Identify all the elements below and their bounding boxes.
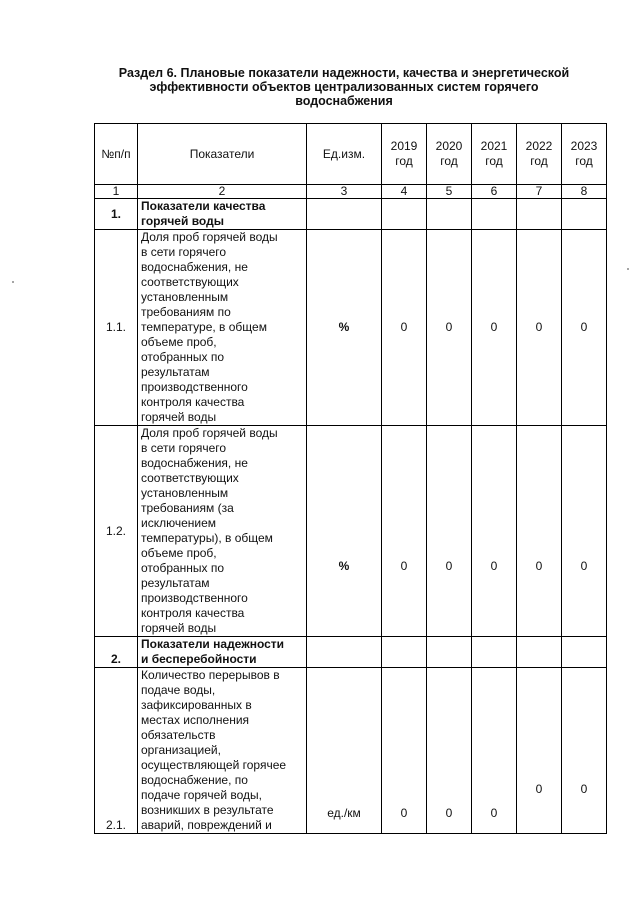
table-row <box>95 426 607 637</box>
description-line: водоснабжения, не <box>141 260 248 274</box>
row-description <box>138 668 307 834</box>
row-unit: ед./км <box>307 668 382 834</box>
description-line: водоснабжение, по <box>141 773 248 787</box>
description-line: Доля проб горячей воды <box>141 426 278 440</box>
section-title-cell <box>138 637 307 668</box>
section-row <box>95 199 607 230</box>
description-line: организацией, <box>141 743 221 757</box>
row-unit: % <box>307 230 382 426</box>
description-line: возникших в результате <box>141 803 274 817</box>
column-number-row <box>95 185 607 199</box>
row-number: 1.2. <box>95 426 138 637</box>
empty-cell <box>307 637 382 668</box>
column-number: 2 <box>138 185 307 199</box>
empty-cell <box>382 637 427 668</box>
description-line: отобранных по <box>141 561 225 575</box>
section-row <box>95 637 607 668</box>
section-title <box>80 66 608 108</box>
header-indicator: Показатели <box>138 124 307 185</box>
empty-cell <box>427 637 472 668</box>
header-year-2023-label: год <box>575 154 593 168</box>
value-2023: 0 <box>562 668 607 834</box>
value-2021: 0 <box>472 668 517 834</box>
header-year-2019 <box>382 124 427 185</box>
description-line: местах исполнения <box>141 713 250 727</box>
scan-speck <box>12 281 14 283</box>
value-2021: 0 <box>472 230 517 426</box>
column-number: 7 <box>517 185 562 199</box>
empty-cell <box>517 637 562 668</box>
value-2020: 0 <box>427 230 472 426</box>
description-line: в сети горячего <box>141 441 227 455</box>
header-year-2021-num: 2021 <box>480 139 508 153</box>
description-line: обязательств <box>141 728 216 742</box>
column-number: 3 <box>307 185 382 199</box>
description-line: результатам <box>141 365 210 379</box>
empty-cell <box>472 637 517 668</box>
section-number: 2. <box>95 637 138 668</box>
empty-cell <box>517 199 562 230</box>
section-title-line: горячей воды <box>141 214 224 228</box>
description-line: горячей воды <box>141 410 217 424</box>
description-line: результатам <box>141 576 210 590</box>
description-line: требованиям по <box>141 305 231 319</box>
header-year-2021-label: год <box>485 154 503 168</box>
header-year-2021 <box>472 124 517 185</box>
header-year-2020-label: год <box>440 154 458 168</box>
description-line: осуществляющей горячее <box>141 758 287 772</box>
empty-cell <box>562 199 607 230</box>
description-line: Доля проб горячей воды <box>141 230 278 244</box>
description-line: отобранных по <box>141 350 225 364</box>
empty-cell <box>382 199 427 230</box>
header-year-2019-num: 2019 <box>390 139 418 153</box>
title-line-3: водоснабжения <box>295 94 393 108</box>
description-line: аварий, повреждений и <box>141 818 272 832</box>
row-unit: % <box>307 426 382 637</box>
description-line: Количество перерывов в <box>141 668 280 682</box>
header-year-2020-num: 2020 <box>435 139 463 153</box>
description-line: соответствующих <box>141 471 239 485</box>
value-2020: 0 <box>427 426 472 637</box>
table-row <box>95 668 607 834</box>
header-year-2020 <box>427 124 472 185</box>
indicators-table <box>94 123 607 834</box>
value-2023: 0 <box>562 230 607 426</box>
header-year-2019-label: год <box>395 154 413 168</box>
header-year-2023-num: 2023 <box>570 139 598 153</box>
description-line: производственного <box>141 380 248 394</box>
column-number: 5 <box>427 185 472 199</box>
description-line: объеме проб, <box>141 546 217 560</box>
value-2022: 0 <box>517 230 562 426</box>
header-year-2022-num: 2022 <box>525 139 553 153</box>
description-line: объеме проб, <box>141 335 217 349</box>
title-line-1: Раздел 6. Плановые показатели надежности, качества и энергетической <box>118 66 570 80</box>
description-line: установленным <box>141 486 229 500</box>
column-number: 6 <box>472 185 517 199</box>
empty-cell <box>472 199 517 230</box>
header-year-2023 <box>562 124 607 185</box>
description-line: подаче горячей воды, <box>141 788 262 802</box>
description-line: водоснабжения, не <box>141 456 248 470</box>
description-line: соответствующих <box>141 275 239 289</box>
section-number: 1. <box>95 199 138 230</box>
value-2021: 0 <box>472 426 517 637</box>
section-title-line: и бесперебойности <box>141 652 257 666</box>
section-title-line: Показатели качества <box>141 199 266 213</box>
value-2020: 0 <box>427 668 472 834</box>
section-title-cell <box>138 199 307 230</box>
title-line-2: эффективности объектов централизованных систем горячего <box>149 80 539 94</box>
description-line: установленным <box>141 290 229 304</box>
row-description <box>138 230 307 426</box>
value-2022: 0 <box>517 426 562 637</box>
header-year-2022-label: год <box>530 154 548 168</box>
value-2019: 0 <box>382 668 427 834</box>
header-unit: Ед.изм. <box>307 124 382 185</box>
description-line: требованиям (за <box>141 501 234 515</box>
description-line: температуре, в общем <box>141 320 267 334</box>
description-line: в сети горячего <box>141 245 227 259</box>
table-row <box>95 230 607 426</box>
row-number: 1.1. <box>95 230 138 426</box>
scan-speck <box>627 268 629 270</box>
header-num: №п/п <box>95 124 138 185</box>
empty-cell <box>427 199 472 230</box>
description-line: температуры), в общем <box>141 531 273 545</box>
column-number: 1 <box>95 185 138 199</box>
description-line: горячей воды <box>141 621 217 635</box>
empty-cell <box>307 199 382 230</box>
value-2019: 0 <box>382 230 427 426</box>
description-line: зафиксированных в <box>141 698 252 712</box>
empty-cell <box>562 637 607 668</box>
description-line: производственного <box>141 591 248 605</box>
value-2019: 0 <box>382 426 427 637</box>
column-number: 8 <box>562 185 607 199</box>
description-line: подаче воды, <box>141 683 216 697</box>
value-2023: 0 <box>562 426 607 637</box>
value-2022: 0 <box>517 668 562 834</box>
description-line: контроля качества <box>141 395 245 409</box>
description-line: контроля качества <box>141 606 245 620</box>
column-number: 4 <box>382 185 427 199</box>
row-description <box>138 426 307 637</box>
header-row <box>95 124 607 185</box>
row-number: 2.1. <box>95 668 138 834</box>
section-title-line: Показатели надежности <box>141 637 285 651</box>
header-year-2022 <box>517 124 562 185</box>
description-line: исключением <box>141 516 217 530</box>
